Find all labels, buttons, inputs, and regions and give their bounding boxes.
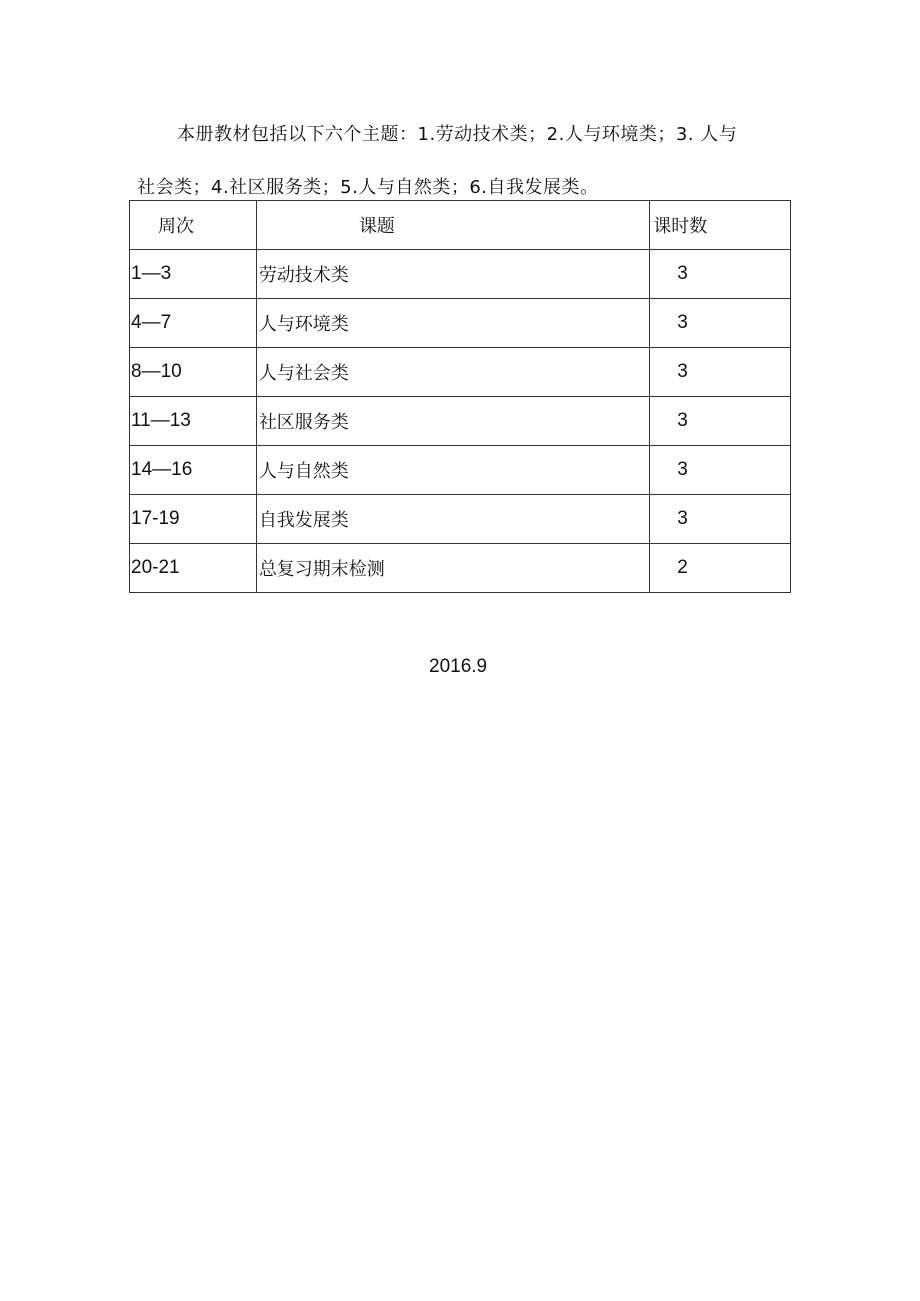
cell-week: 14—16 bbox=[130, 446, 257, 495]
document-date: 2016.9 bbox=[429, 656, 488, 677]
header-week: 周次 bbox=[130, 201, 257, 250]
table-row bbox=[130, 250, 791, 299]
header-hours: 课时数 bbox=[650, 201, 791, 250]
cell-hours: 3 bbox=[650, 446, 791, 495]
cell-topic: 总复习期末检测 bbox=[256, 544, 649, 593]
intro-line-1: 本册教材包括以下六个主题：1.劳动技术类；2.人与环境类；3. 人与 bbox=[177, 124, 738, 145]
cell-week: 20-21 bbox=[130, 544, 257, 593]
cell-week: 1—3 bbox=[130, 250, 257, 299]
cell-week: 11—13 bbox=[130, 397, 257, 446]
cell-hours: 3 bbox=[650, 397, 791, 446]
table-row bbox=[130, 495, 791, 544]
cell-week: 4—7 bbox=[130, 299, 257, 348]
cell-topic: 劳动技术类 bbox=[256, 250, 649, 299]
cell-hours: 2 bbox=[650, 544, 791, 593]
cell-topic: 人与社会类 bbox=[256, 348, 649, 397]
cell-week: 8—10 bbox=[130, 348, 257, 397]
cell-topic: 社区服务类 bbox=[256, 397, 649, 446]
cell-topic: 自我发展类 bbox=[256, 495, 649, 544]
table-row bbox=[130, 348, 791, 397]
cell-hours: 3 bbox=[650, 348, 791, 397]
cell-topic: 人与自然类 bbox=[256, 446, 649, 495]
cell-week: 17-19 bbox=[130, 495, 257, 544]
intro-line-2: 社会类；4.社区服务类；5.人与自然类；6.自我发展类。 bbox=[137, 177, 599, 198]
cell-hours: 3 bbox=[650, 495, 791, 544]
table-header-row bbox=[130, 201, 791, 250]
table-row bbox=[130, 544, 791, 593]
cell-topic: 人与环境类 bbox=[256, 299, 649, 348]
table-row bbox=[130, 446, 791, 495]
schedule-table bbox=[129, 200, 791, 593]
table-row bbox=[130, 397, 791, 446]
table-row bbox=[130, 299, 791, 348]
cell-hours: 3 bbox=[650, 299, 791, 348]
header-topic: 课题 bbox=[256, 201, 649, 250]
cell-hours: 3 bbox=[650, 250, 791, 299]
